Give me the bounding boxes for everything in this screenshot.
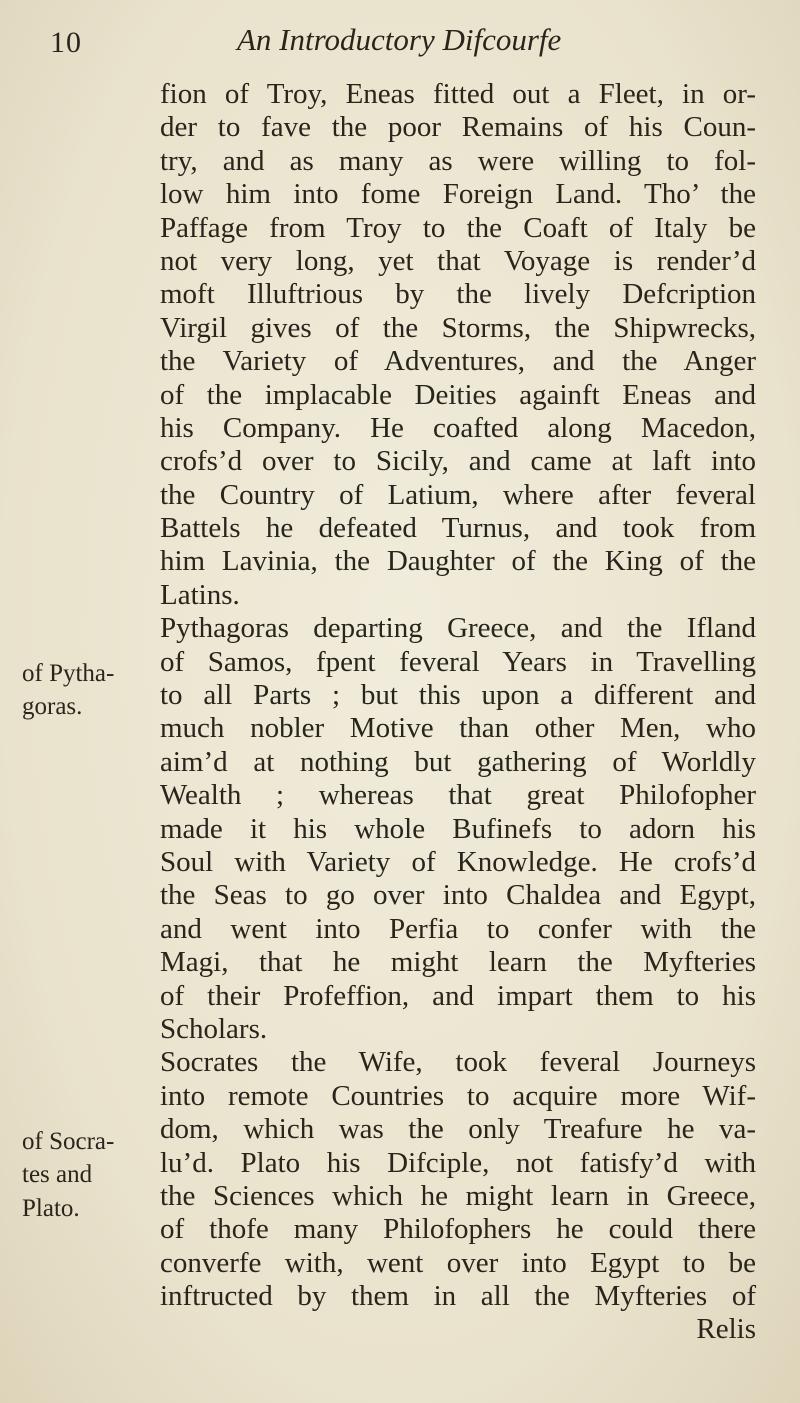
catchword: Relis xyxy=(696,1313,756,1346)
margin-note-line: goras. xyxy=(22,693,83,721)
text-line: Battels he defeated Turnus, and took from xyxy=(160,512,756,545)
text-line: the Country of Latium, where after feveral xyxy=(160,478,756,511)
text-line: Magi, that he might learn the Myfteries xyxy=(160,946,756,979)
text-line: der to fave the poor Remains of his Coun- xyxy=(160,111,756,144)
text-line: not very long, yet that Voyage is render’d xyxy=(160,244,756,277)
text-line: made it his whole Bufinefs to adorn his xyxy=(160,812,756,845)
text-line: low him into fome Foreign Land. Tho’ the xyxy=(160,178,756,211)
text-line: Soul with Variety of Knowledge. He crofs’d xyxy=(160,845,756,878)
text-line: the Seas to go over into Chaldea and Egypt, xyxy=(160,879,756,912)
text-line: aim’d at nothing but gathering of Worldly xyxy=(160,745,756,778)
text-line: dom, which was the only Treafure he va- xyxy=(160,1113,756,1146)
text-line: his Company. He coafted along Macedon, xyxy=(160,411,756,444)
margin-note-line: tes and xyxy=(22,1161,93,1189)
text-line: to all Parts ; but this upon a different and xyxy=(160,679,756,712)
text-line: Latins. xyxy=(160,578,240,611)
text-line: inftructed by them in all the Myfteries of xyxy=(160,1280,756,1313)
margin-note-line: of Pytha- xyxy=(22,660,115,687)
text-line: converfe with, went over into Egypt to be xyxy=(160,1246,756,1279)
text-line: of the implacable Deities againft Eneas and xyxy=(160,378,756,411)
text-line: the Sciences which he might learn in Greece, xyxy=(160,1179,756,1212)
text-line: Wealth ; whereas that great Philofopher xyxy=(160,779,756,812)
text-line: lu’d. Plato his Difciple, not fatisfy’d with xyxy=(160,1146,756,1179)
body-text xyxy=(160,78,756,1347)
margin-note-pythagoras xyxy=(22,657,152,724)
text-line: Paffage from Troy to the Coaft of Italy be xyxy=(160,211,756,244)
text-line: much nobler Motive than other Men, who xyxy=(160,712,756,745)
page-header xyxy=(0,22,800,66)
text-line: him Lavinia, the Daughter of the King of the xyxy=(160,545,756,578)
text-line: of Samos, fpent feveral Years in Travelling xyxy=(160,645,756,678)
text-line: Virgil gives of the Storms, the Shipwrecks, xyxy=(160,311,756,344)
text-line: try, and as many as were willing to fol- xyxy=(160,144,756,177)
text-line: of their Profeffion, and impart them to his xyxy=(160,979,756,1012)
margin-note-line: of Socra- xyxy=(22,1128,115,1155)
running-title: An Introductory Difcourfe xyxy=(237,22,562,57)
text-line: into remote Countries to acquire more Wif- xyxy=(160,1079,756,1112)
text-line: of thofe many Philofophers he could there xyxy=(160,1213,756,1246)
margin-note-line: Plato. xyxy=(22,1194,80,1222)
text-line: moft Illuftrious by the lively Defcription xyxy=(160,278,756,311)
text-line: Scholars. xyxy=(160,1012,268,1045)
margin-note-socrates-plato xyxy=(22,1125,152,1225)
text-line: crofs’d over to Sicily, and came at laft into xyxy=(160,445,756,478)
text-line: the Variety of Adventures, and the Anger xyxy=(160,345,756,378)
text-line: Pythagoras departing Greece, and the Ifland xyxy=(160,612,756,645)
page-number: 10 xyxy=(50,26,82,59)
text-line: Socrates the Wife, took feveral Journeys xyxy=(160,1046,756,1079)
text-line: fion of Troy, Eneas fitted out a Fleet, in or- xyxy=(160,78,756,110)
text-line: and went into Perfia to confer with the xyxy=(160,912,756,945)
